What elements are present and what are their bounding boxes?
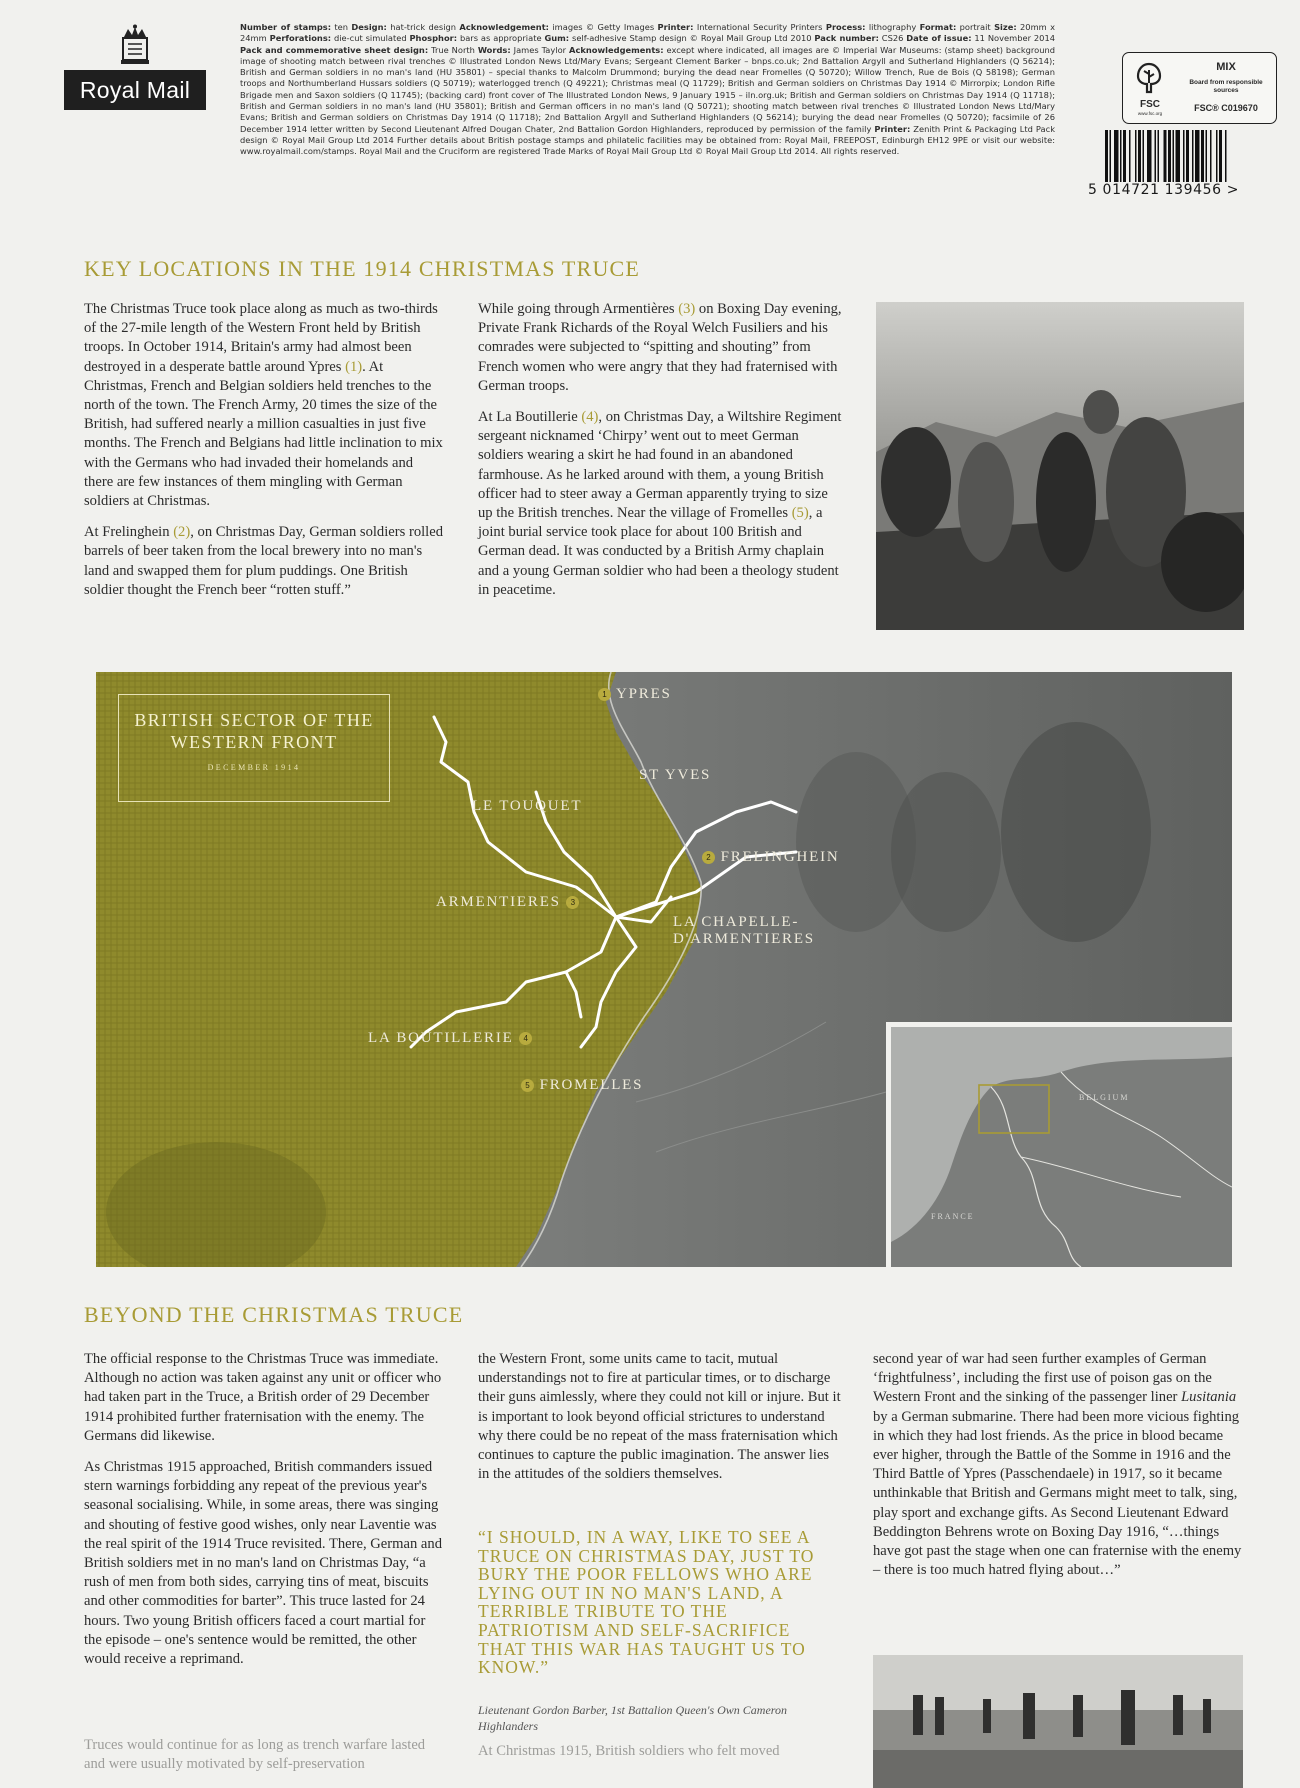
text-run: on Boxing Day evening, Private Frank Richards of the Royal Welch Fusiliers and his comrades were subjected to “spitting and shouting” from French women who were angry that they had fraternised with German troops. — [478, 301, 842, 394]
map-place-la-chapelle — [673, 914, 815, 948]
place-label: LA CHAPELLE- — [673, 914, 800, 930]
text-run: Lusitania — [1181, 1389, 1237, 1406]
imprint-key: Acknowledgements: — [569, 44, 664, 55]
barcode-bar — [1192, 130, 1194, 182]
paragraph — [478, 300, 843, 396]
imprint-key: Phosphor: — [409, 33, 458, 44]
place-label: LA BOUTILLERIE — [368, 1030, 514, 1046]
western-front-map — [96, 672, 1232, 1267]
barcode-bar — [1173, 130, 1175, 182]
barcode-bar — [1164, 130, 1167, 182]
barcode-bar — [1143, 130, 1145, 182]
pin-1: 1 — [598, 688, 611, 701]
imprint-value: True North — [428, 44, 478, 55]
imprint-text — [240, 22, 1055, 158]
place-label: ST YVES — [639, 767, 712, 783]
barcode-bar — [1135, 130, 1137, 182]
imprint-value: 20mm x 24mm — [240, 22, 1056, 44]
royal-mail-logo — [64, 24, 206, 114]
imprint-key: Pack number: — [814, 33, 879, 44]
text-run: , a joint burial service took place for about 100 British and German dead. It was conducted by a British Army chaplain and a young German soldier who had been a theology student in peacetime. — [478, 505, 839, 598]
map-place-la-boutillerie — [368, 1030, 532, 1047]
crown-cypher-icon — [114, 24, 156, 66]
inset-graphic — [891, 1027, 1232, 1267]
imprint-value: ten — [331, 22, 352, 32]
text-run: At Frelinghein — [84, 524, 174, 541]
imprint-value: Zenith Print & Packaging Ltd Pack design © Royal Mail Group Ltd 2014 Further details about British postage stamps and philatelic facilities may be obtained from: Royal Mail, FREEPOST, Edinburgh EH12 9PE or visit our website: www.royalmail.com/stamps. Royal Mail and the Cruciform are registered Trade Marks of Royal Mail Group Ltd © Royal Mail Group Ltd 2014. All rights reserved. — [240, 123, 1055, 157]
royal-mail-wordmark: Royal Mail — [64, 70, 206, 110]
soldiers-photo — [876, 302, 1244, 630]
location-ref: (1) — [345, 358, 363, 375]
imprint-value: portrait — [956, 22, 995, 32]
barcode-bar — [1155, 130, 1157, 182]
map-place-st-yves — [639, 767, 711, 784]
map-title-box — [118, 694, 390, 802]
paragraph: the Western Front, some units came to tacit, mutual understandings not to fire at particular times, or to discharge their guns aimlessly, where they could not kill or injure. But it is important to look beyond official strictures to understand why there could be no repeat of the mass fraternisation which continues to capture the public imagination. The answer lies in the attitudes of the soldiers themselves. — [478, 1351, 841, 1483]
barcode-bar — [1123, 130, 1126, 182]
paragraph: The official response to the Christmas Truce was immediate. Although no action was taken against any unit or officer who had taken part in the Truce, a British order of 29 December 1914 prohibited further fraternisation with the enemy. The Germans did likewise. — [84, 1351, 442, 1444]
imprint-key: Acknowledgement: — [459, 22, 549, 32]
imprint-key: Format: — [919, 22, 957, 32]
barcode-bar — [1195, 130, 1200, 182]
map-title: BRITISH SECTOR OF THE WESTERN FRONT — [134, 710, 374, 752]
fsc-label: FSC — [1140, 99, 1160, 110]
beyond-column-3 — [873, 1350, 1243, 1592]
place-label: YPRES — [616, 686, 672, 702]
imprint-value: except where indicated, all images are © Imperial War Museums: (stamp sheet) background image of shooting match between rival trenches © Illustrated London News Ltd/Mary Evans; Sergeant Clement Barker – bnps.co.uk; 2nd Battalion Argyll and Sutherland Highlanders (Q 56214); British and German soldiers in no man's land (HU 35801) – special thanks to Malcolm Drummond; burying the dead near Fromelles (Q 50720); Willow Trench, Rue de Bois (Q 58198); German troops and Northumberland Hussars soldiers (Q 50719); waterlogged trench (Q 49221); Christmas meal (Q 11729); British and German soldiers on Christmas Day 1914 © Mirrorpix; London Rifle Brigade men and Saxon soldiers (Q 11745); (backing card) front cover of The Illustrated London News, 9 January 1915 – iln.org.uk; British and German soldiers on Christmas Day 1914 (Q 11718); British and German soldiers in no man's land (HU 35801); British and German officers in no man's land (Q 50721); shooting match between rival trenches © Illustrated London News Ltd/Mary Evans; British and German soldiers on Christmas Day 1914 (Q 11718); 2nd Battalion Argyll and Sutherland Highlanders (Q 56214); burying the dead near Fromelles (Q 50720); facsimile of 26 December 1914 letter written by Second Lieutenant Alfred Dougan Chater, 2nd Battalion Gordon Highlanders, reproduced by permission of the family — [240, 44, 1055, 134]
location-ref: (5) — [791, 505, 809, 522]
text-run: . At Christmas, French and Belgian soldiers held trenches to the north of the town. The French Army, 20 times the size of the British, had suffered nearly a million casualties in just five months. The French and Belgians had little inclination to mix with the Germans who had invaded their homelands and there are few instances of them mingling with German soldiers at Christmas. — [84, 358, 443, 510]
inset-label-france: FRANCE — [931, 1212, 975, 1221]
locator-inset-map — [886, 1022, 1232, 1267]
imprint-key: Printer: — [657, 22, 694, 32]
fsc-mix: MIX — [1216, 61, 1236, 73]
paragraph: As Christmas 1915 approached, British commanders issued stern warnings forbidding any repeat of the previous year's seasonal socialising. While, in some areas, there was singing and shouting of festive good wishes, only near Laventie was the real spirit of the 1914 Truce revisited. There, German and British soldiers met in no man's land on Christmas Day, “a rush of men from both sides, carrying tins of meat, biscuits and other commodities for barter”. This truce lasted for 24 hours. Two young British officers faced a court martial for the episode – one's sentence would be remitted, the other would receive a reprimand. — [84, 1459, 442, 1668]
text-run: While going through Armentières — [478, 301, 679, 317]
imprint-key: Perforations: — [269, 33, 332, 44]
imprint-key: Gum: — [544, 33, 570, 44]
paragraph — [873, 1350, 1243, 1580]
imprint-key: Size: — [994, 22, 1017, 32]
barcode-bar — [1120, 130, 1122, 182]
barcode-bar — [1183, 130, 1185, 182]
imprint-value: die-cut simulated — [331, 33, 410, 44]
text-run: The Christmas Truce took place along as much as two-thirds of the 27-mile length of the Western Front held by British troops. In October 1914, Britain's army had almost been destroyed in a desperate battle around Ypres — [84, 301, 438, 375]
fsc-board-text: Board from responsible sources — [1189, 79, 1263, 94]
text-run: , on Christmas Day, German soldiers rolled barrels of beer taken from the local brewery into no man's land and swapped them for plum puddings. One British soldier thought the French beer “rotten stuff.” — [84, 524, 443, 598]
barcode-digits: 5 014721 139456 > — [1088, 182, 1240, 198]
place-label: FRELINGHEIN — [720, 849, 840, 865]
barcode-bar — [1216, 130, 1218, 182]
imprint-value: self-adhesive Stamp design © Royal Mail Group Ltd 2010 — [569, 33, 815, 44]
barcode-bar — [1114, 130, 1119, 182]
imprint-value: bars as appropriate — [457, 33, 545, 44]
imprint-value: James Taylor — [510, 44, 570, 55]
location-ref: (4) — [581, 409, 599, 426]
imprint-key: Design: — [351, 22, 387, 32]
imprint-key: Words: — [477, 44, 511, 55]
barcode-bar — [1147, 130, 1152, 182]
key-locations-column-2 — [478, 300, 843, 612]
location-ref: (3) — [678, 301, 696, 317]
column-1-continuation: Truces would continue for as long as trench warfare lasted and were usually motivated by self-preservation — [84, 1737, 426, 1772]
location-ref: (2) — [173, 524, 191, 541]
imprint-key: Process: — [825, 22, 866, 32]
barcode-bar — [1129, 130, 1131, 182]
barcode-bar — [1206, 130, 1208, 182]
barcode-bar — [1105, 130, 1108, 182]
imprint-value: 11 November 2014 — [971, 33, 1055, 44]
imprint-key: Printer: — [874, 123, 911, 134]
imprint-value: images © Getty Images — [548, 22, 658, 32]
map-place-armentieres — [436, 894, 579, 911]
barcode-bar — [1176, 130, 1181, 182]
imprint-value: International Security Printers — [693, 22, 826, 32]
text-run: At La Boutillerie — [478, 409, 582, 426]
imprint-value: lithography — [865, 22, 920, 32]
imprint-key: Pack and commemorative sheet design: — [240, 44, 429, 55]
paragraph — [84, 300, 444, 511]
map-date: DECEMBER 1914 — [207, 763, 301, 772]
pin-2: 2 — [702, 851, 715, 864]
pin-4: 4 — [519, 1032, 532, 1045]
key-locations-column-1 — [84, 300, 444, 612]
imprint-key: Date of issue: — [906, 33, 972, 44]
map-place-frelinghein — [702, 849, 840, 866]
beyond-column-2 — [478, 1350, 843, 1496]
place-label: D'ARMENTIERES — [673, 931, 815, 947]
pull-quote: “I SHOULD, IN A WAY, LIKE TO SEE A TRUCE ON CHRISTMAS DAY, JUST TO BURY THE POOR FELLOWS WHO ARE LYING OUT IN NO MAN'S LAND, A TERRIBLE TRIBUTE TO THE PATRIOTISM AND SELF-SACRIFICE THAT THIS WAR HAS TAUGHT US TO KNOW.” — [478, 1527, 815, 1678]
barcode — [1103, 130, 1275, 182]
text-run: , on Christmas Day, a Wiltshire Regiment sergeant nicknamed ‘Chirpy’ went out to meet German soldiers wearing a skirt he had found in an abandoned farmhouse. As he larked around with them, a young British officer had to steer away a German apparently trying to size up the British trenches. Near the village of Fromelles — [478, 409, 842, 522]
troops-field-photo — [873, 1655, 1243, 1788]
fsc-code: FSC® C019670 — [1194, 103, 1258, 113]
barcode-bar — [1219, 130, 1222, 182]
place-label: FROMELLES — [539, 1077, 644, 1093]
paragraph — [84, 523, 444, 600]
text-run: second year of war had seen further examples of German ‘frightfulness’, including the first use of poison gas on the Western Front and the sinking of the passenger liner — [873, 1351, 1212, 1406]
place-label: ARMENTIERES — [436, 894, 561, 910]
fsc-website: www.fsc.org — [1137, 111, 1163, 116]
beyond-column-1 — [84, 1350, 444, 1681]
fsc-tree-icon — [1133, 61, 1165, 97]
place-label: LE TOUQUET — [472, 798, 583, 814]
inset-label-belgium: BELGIUM — [1079, 1093, 1130, 1102]
imprint-value: CS26 — [878, 33, 907, 44]
column-2-continuation: At Christmas 1915, British soldiers who felt moved — [478, 1743, 780, 1759]
barcode-bar — [1210, 130, 1212, 182]
barcode-bar — [1186, 130, 1189, 182]
fsc-certification-badge — [1122, 52, 1277, 124]
section-heading-key-locations: KEY LOCATIONS IN THE 1914 CHRISTMAS TRUCE — [84, 256, 641, 281]
paragraph — [478, 408, 843, 600]
barcode-bar — [1110, 130, 1112, 182]
imprint-key: Number of stamps: — [240, 22, 332, 32]
barcode-bar — [1158, 130, 1160, 182]
imprint-value: hat-trick design — [386, 22, 460, 32]
section-heading-beyond: BEYOND THE CHRISTMAS TRUCE — [84, 1302, 464, 1327]
pin-3: 3 — [566, 896, 579, 909]
text-run: by a German submarine. There had been more vicious fighting in which they had lost friends. As the price in blood became ever higher, through the Battle of the Somme in 1916 and the Third Battle of Ypres (Passchendaele) in 1917, so it became unthinkable that British and Germans might meet to talk, sing, play sport and exchange gifts. As Second Lieutenant Edward Beddington Behrens wrote on Boxing Day 1916, “…things have got past the stage when one can fraternise with the enemy – there is too much hatred flying about…” — [873, 1408, 1242, 1579]
barcode-bar — [1168, 130, 1171, 182]
barcode-bar — [1201, 130, 1204, 182]
barcode-bar — [1138, 130, 1141, 182]
pull-quote-attribution: Lieutenant Gordon Barber, 1st Battalion Queen's Own Cameron Highlanders — [478, 1703, 787, 1733]
map-place-fromelles — [521, 1077, 643, 1094]
map-place-ypres — [598, 686, 672, 703]
barcode-bar — [1225, 130, 1227, 182]
pin-5: 5 — [521, 1079, 534, 1092]
map-place-le-touquet — [472, 798, 582, 815]
